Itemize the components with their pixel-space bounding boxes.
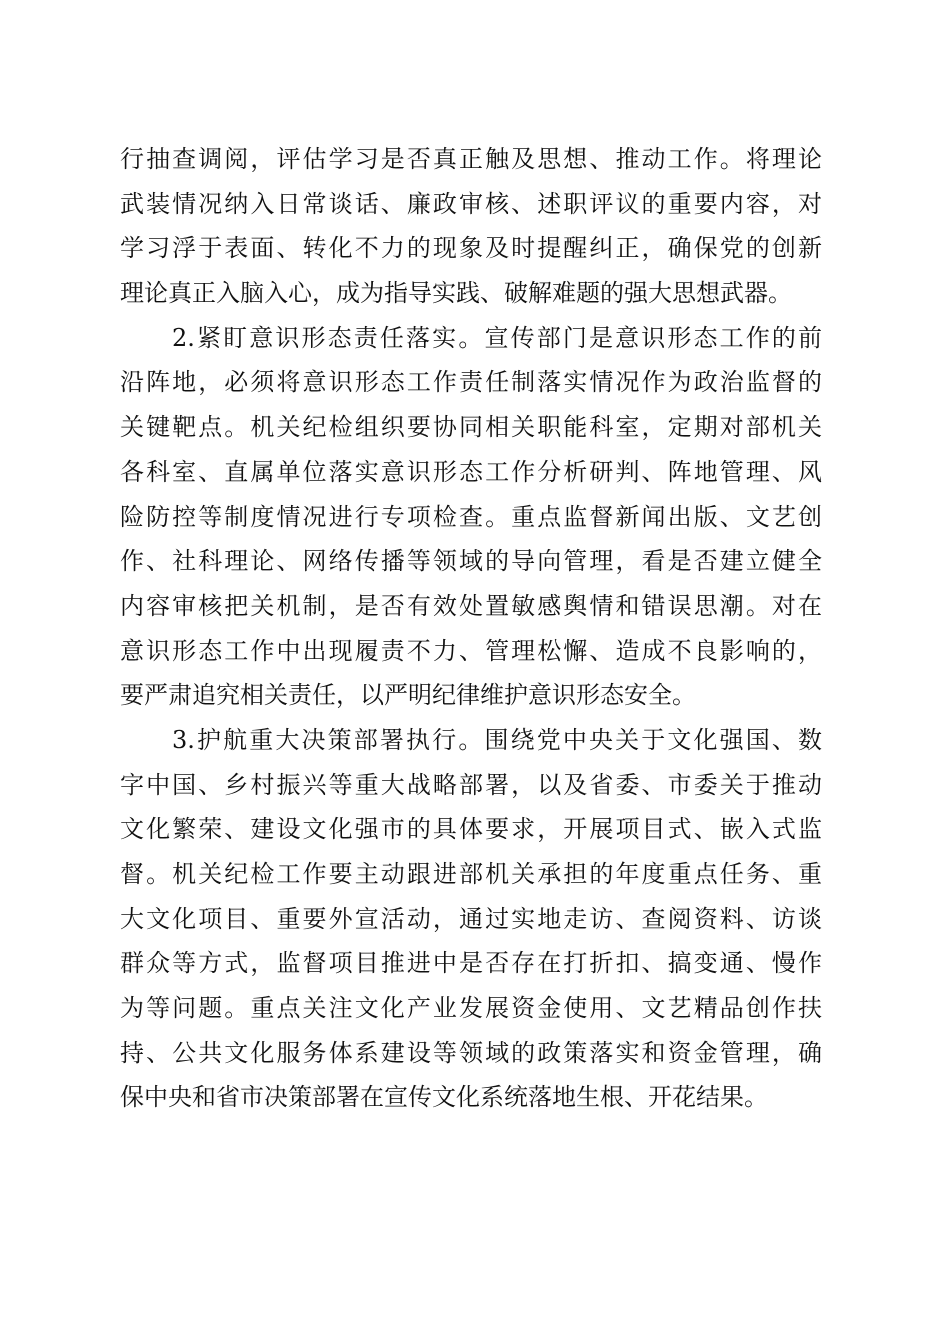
text-line: 关键靶点。机关纪检组织要协同相关职能科室，定期对部机关 <box>120 413 822 442</box>
paragraph-continued <box>120 137 822 316</box>
text-line: 内容审核把关机制，是否有效处置敏感舆情和错误思潮。对在 <box>120 591 822 620</box>
text-line: 学习浮于表面、转化不力的现象及时提醒纠正，确保党的创新 <box>120 234 822 263</box>
text-line: 要严肃追究相关责任，以严明纪律维护意识形态安全。 <box>120 681 696 710</box>
text-line: 群众等方式，监督项目推进中是否存在打折扣、搞变通、慢作 <box>120 949 822 978</box>
text-line: 为等问题。重点关注文化产业发展资金使用、文艺精品创作扶 <box>120 994 822 1023</box>
text-line: 字中国、乡村振兴等重大战略部署，以及省委、市委关于推动 <box>120 770 822 799</box>
text-line: 作、社科理论、网络传播等领域的导向管理，看是否建立健全 <box>120 547 822 576</box>
paragraph-major-decisions <box>120 718 822 1120</box>
text-line: 督。机关纪检工作要主动跟进部机关承担的年度重点任务、重 <box>120 860 822 888</box>
paragraph-ideology-responsibility <box>120 316 822 718</box>
text-line: 文化繁荣、建设文化强市的具体要求，开展项目式、嵌入式监 <box>120 815 822 844</box>
paragraph-heading-line: 2.紧盯意识形态责任落实。宣传部门是意识形态工作的前 <box>172 323 822 352</box>
text-line: 意识形态工作中出现履责不力、管理松懈、造成不良影响的， <box>120 636 822 665</box>
text-line: 沿阵地，必须将意识形态工作责任制落实情况作为政治监督的 <box>120 368 822 397</box>
text-line: 各科室、直属单位落实意识形态工作分析研判、阵地管理、风 <box>120 457 822 486</box>
text-line: 武装情况纳入日常谈话、廉政审核、述职评议的重要内容，对 <box>120 189 822 218</box>
paragraph-heading-line: 3.护航重大决策部署执行。围绕党中央关于文化强国、数 <box>172 725 822 754</box>
text-line: 行抽查调阅，评估学习是否真正触及思想、推动工作。将理论 <box>120 145 822 173</box>
text-line: 险防控等制度情况进行专项检查。重点监督新闻出版、文艺创 <box>120 502 822 531</box>
text-line: 大文化项目、重要外宣活动，通过实地走访、查阅资料、访谈 <box>120 904 822 933</box>
text-line: 保中央和省市决策部署在宣传文化系统落地生根、开花结果。 <box>120 1083 768 1112</box>
document-page <box>120 137 822 1120</box>
text-line: 持、公共文化服务体系建设等领域的政策落实和资金管理，确 <box>120 1038 822 1067</box>
text-line: 理论真正入脑入心，成为指导实践、破解难题的强大思想武器。 <box>120 279 792 308</box>
